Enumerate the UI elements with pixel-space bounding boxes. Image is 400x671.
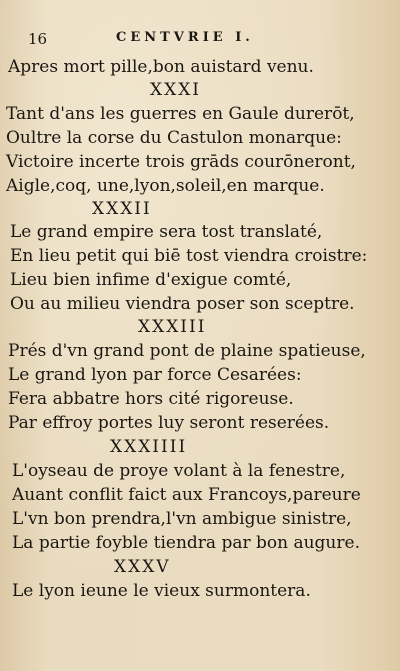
verse-line: Lieu bien infime d'exigue comté, xyxy=(10,270,292,290)
verse-line: Auant conflit faict aux Francoys,pareure xyxy=(12,485,361,505)
verse-line: Fera abbatre hors cité rigoreuse. xyxy=(8,389,294,409)
verse-line: Aigle,coq, une,lyon,soleil,en marque. xyxy=(6,176,325,196)
verse-line: L'vn bon prendra,l'vn ambigue sinistre, xyxy=(12,509,352,529)
verse-line: En lieu petit qui biē tost viendra croistre: xyxy=(10,246,368,266)
page-header xyxy=(28,30,320,48)
verse-line: Tant d'ans les guerres en Gaule durerōt, xyxy=(6,104,355,124)
running-title: CENTVRIE I. xyxy=(116,30,254,45)
quatrain-number: XXXI xyxy=(150,80,202,100)
verse-line: Le grand lyon par force Cesarées: xyxy=(8,365,302,385)
quatrain-number: XXXIII xyxy=(138,317,207,337)
verse-line: La partie foyble tiendra par bon augure. xyxy=(12,533,360,553)
verse-line: L'oyseau de proye volant à la fenestre, xyxy=(12,461,346,481)
verse-line: Prés d'vn grand pont de plaine spatieuse, xyxy=(8,341,366,361)
verse-line: Oultre la corse du Castulon monarque: xyxy=(6,128,342,148)
quatrain-number: XXXII xyxy=(92,199,152,219)
verse-line: Apres mort pille,bon auistard venu. xyxy=(8,57,314,77)
verse-line: Victoire incerte trois grāds courōneront, xyxy=(6,152,356,172)
quatrain-number: XXXIIII xyxy=(110,437,188,457)
verse-line: Ou au milieu viendra poser son sceptre. xyxy=(10,294,355,314)
verse-line: Le lyon ieune le vieux surmontera. xyxy=(12,581,311,601)
verse-line: Le grand empire sera tost translaté, xyxy=(10,222,323,242)
page-number: 16 xyxy=(28,30,48,48)
quatrain-number: XXXV xyxy=(114,557,171,577)
verse-line: Par effroy portes luy seront reserées. xyxy=(8,413,330,433)
